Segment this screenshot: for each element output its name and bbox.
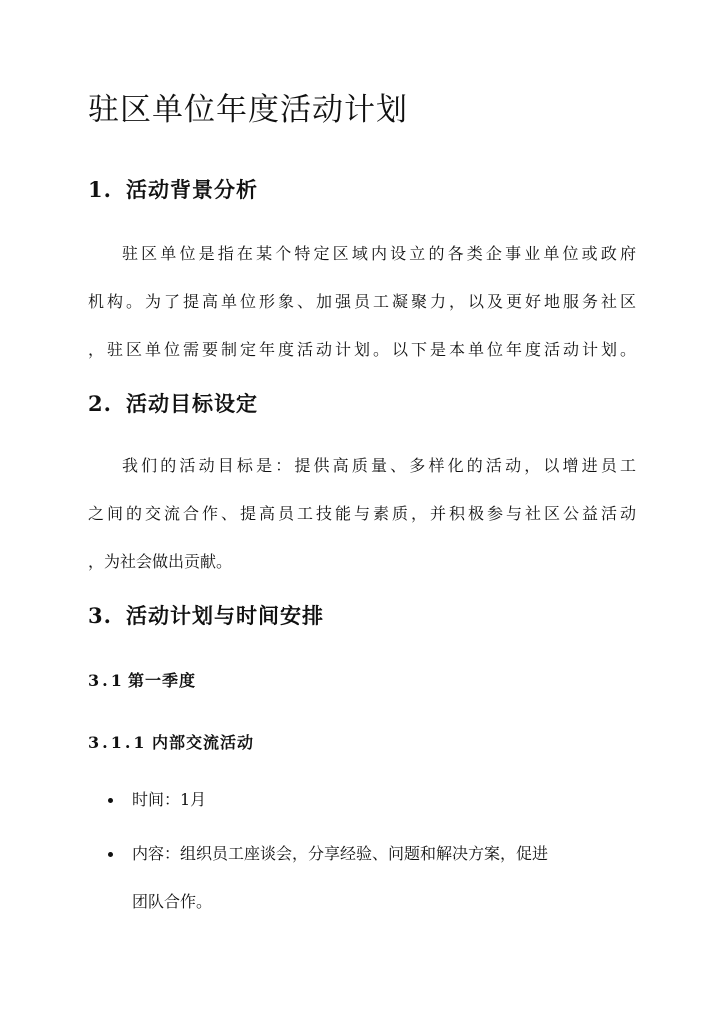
paragraph-line: 机构。为了提高单位形象、加强员工凝聚力，以及更好地服务社区 — [88, 292, 636, 311]
paragraph-line: 驻区单位是指在某个特定区域内设立的各类企事业单位或政府 — [122, 244, 636, 263]
subsection-number: 3.1 — [88, 671, 125, 690]
paragraph-line: ，为社会做出贡献。 — [88, 552, 233, 571]
list-item-text — [132, 830, 622, 926]
subsubsection-title: 内部交流活动 — [152, 733, 255, 752]
section-number: 3. — [88, 603, 112, 628]
section-title: 活动目标设定 — [126, 391, 258, 416]
list-item-line: 团队合作。 — [132, 892, 213, 911]
paragraph-background — [88, 230, 636, 374]
paragraph-line: 我们的活动目标是：提供高质量、多样化的活动，以增进员工 — [122, 456, 636, 475]
section-number: 2. — [88, 391, 112, 416]
section-heading-schedule — [88, 600, 324, 630]
paragraph-goals — [88, 442, 636, 586]
list-item-text — [132, 776, 622, 824]
subsection-title: 第一季度 — [128, 671, 197, 690]
subsection-heading — [88, 668, 196, 691]
bullet-icon — [108, 798, 113, 803]
section-number: 1. — [88, 177, 112, 202]
list-item-line: 时间：1月 — [132, 790, 207, 809]
section-title: 活动计划与时间安排 — [126, 603, 324, 628]
paragraph-line: ，驻区单位需要制定年度活动计划。以下是本单位年度活动计划。 — [88, 340, 636, 359]
section-title: 活动背景分析 — [126, 177, 258, 202]
paragraph-line: 之间的交流合作、提高员工技能与素质，并积极参与社区公益活动 — [88, 504, 636, 523]
subsubsection-number: 3.1.1 — [88, 733, 148, 752]
bullet-icon — [108, 852, 113, 857]
section-heading-background — [88, 174, 258, 204]
section-heading-goals — [88, 388, 258, 418]
document-title: 驻区单位年度活动计划 — [88, 92, 408, 128]
subsubsection-heading — [88, 730, 254, 753]
list-item-line: 内容：组织员工座谈会，分享经验、问题和解决方案，促进 — [132, 844, 549, 863]
